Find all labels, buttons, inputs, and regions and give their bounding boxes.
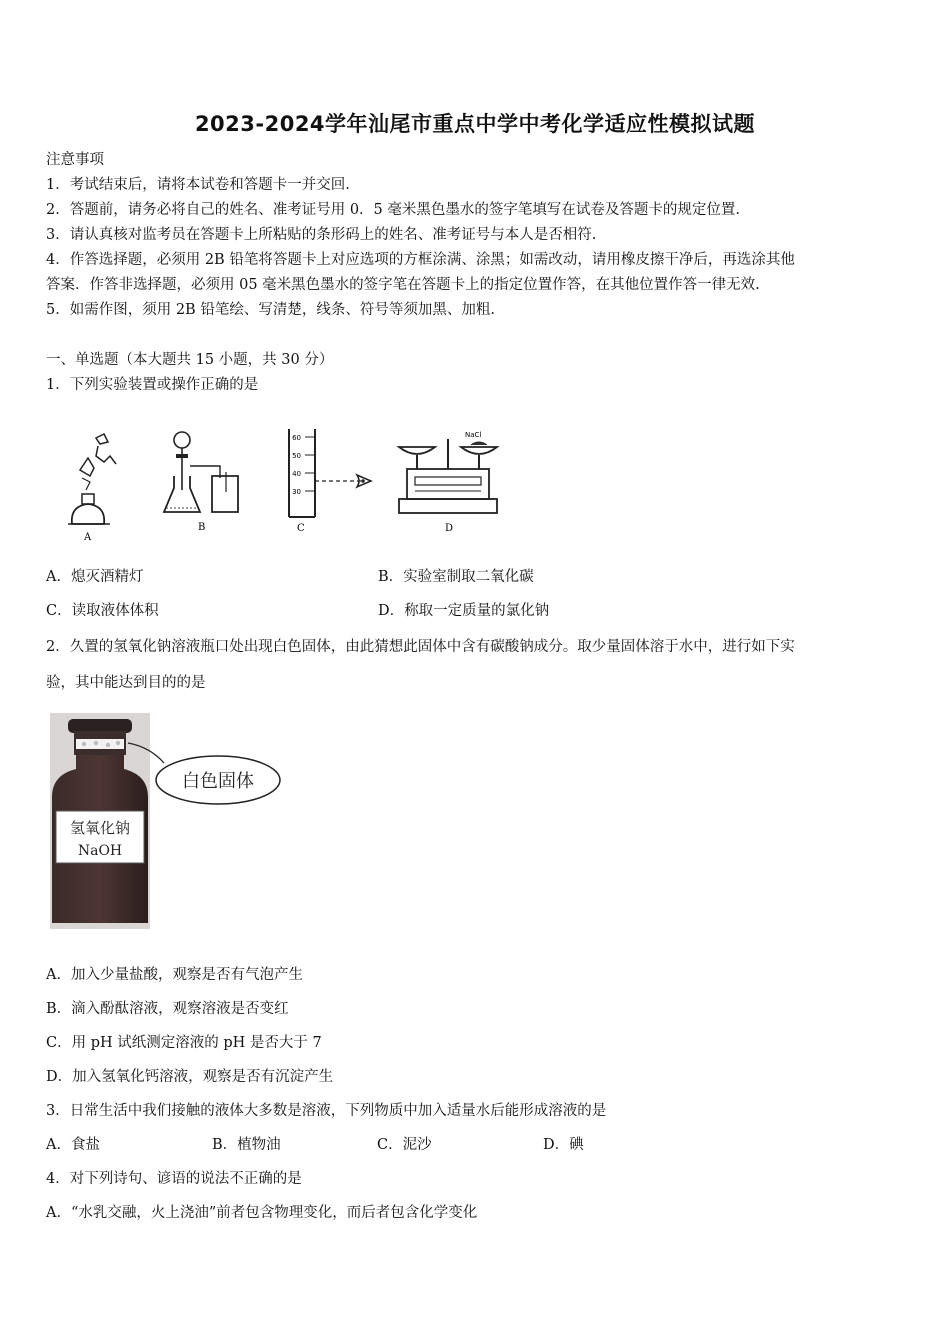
question-2-stem: 2．久置的氢氧化钠溶液瓶口处出现白色固体，由此猜想此固体中含有碳酸钠成分。取少量固体溶于水中，进行如下实 [46,639,795,655]
scale-tick: 60 [292,434,301,442]
figure-a-alcohol-lamp [60,428,120,543]
notice-item: 5．如需作图，须用 2B 铅笔绘、写清楚，线条、符号等须加黑、加粗. [46,302,495,318]
q2-option-a[interactable]: A．加入少量盐酸，观察是否有气泡产生 [46,967,303,983]
q4-option-a[interactable]: A．“水乳交融，火上浇油”前者包含物理变化，而后者包含化学变化 [46,1205,478,1221]
notice-heading: 注意事项 [46,152,104,168]
q2-option-b[interactable]: B．滴入酚酞溶液，观察溶液是否变红 [46,1001,289,1017]
q1-option-d[interactable]: D．称取一定质量的氯化钠 [378,603,550,619]
figure-label-b: B [198,522,206,533]
question-3-stem: 3．日常生活中我们接触的液体大多数是溶液，下列物质中加入适量水后能形成溶液的是 [46,1103,607,1119]
q3-option-a[interactable]: A．食盐 [46,1137,100,1153]
notice-item: 3．请认真核对监考员在答题卡上所粘贴的条形码上的姓名、准考证号与本人是否相符. [46,227,597,243]
callout-text: 白色固体 [182,771,254,792]
notice-item: 答案．作答非选择题，必须用 05 毫米黑色墨水的签字笔在答题卡上的指定位置作答，在其他位置作答一律无效. [46,277,760,293]
section-heading: 一、单选题（本大题共 15 小题，共 30 分） [46,352,334,368]
figure-d-balance [395,425,505,537]
nacl-label: NaCl [465,431,482,439]
q2-option-c[interactable]: C．用 pH 试纸测定溶液的 pH 是否大于 7 [46,1035,322,1051]
scale-tick: 50 [292,452,301,460]
figure-label-a: A [84,532,92,543]
figure-c-graduated-cylinder [275,425,385,535]
scale-tick: 40 [292,470,301,478]
q2-option-d[interactable]: D．加入氢氧化钙溶液，观察是否有沉淀产生 [46,1069,334,1085]
notice-item: 2．答题前，请务必将自己的姓名、准考证号用 0．5 毫米黑色墨水的签字笔填写在试卷及答题卡的规定位置. [46,202,740,218]
q1-option-b[interactable]: B．实验室制取二氧化碳 [378,569,534,585]
figure-b-gas-apparatus [160,428,250,538]
q1-option-c[interactable]: C．读取液体体积 [46,603,159,619]
figure-label-d: D [445,523,454,534]
question-1-stem: 1．下列实验装置或操作正确的是 [46,377,259,393]
q3-option-c[interactable]: C．泥沙 [377,1137,432,1153]
q1-option-a[interactable]: A．熄灭酒精灯 [46,569,144,585]
bottle-label-cn: 氢氧化钠 [69,819,131,837]
question-2-stem-cont: 验，其中能达到目的的是 [46,675,206,691]
q3-option-d[interactable]: D．碘 [543,1137,584,1153]
bottle-label-formula: NaOH [77,843,123,859]
notice-item: 1．考试结束后，请将本试卷和答题卡一并交回. [46,177,350,193]
q3-option-b[interactable]: B．植物油 [212,1137,281,1153]
scale-tick: 30 [292,488,301,496]
page-title: 2023-2024学年汕尾市重点中学中考化学适应性模拟试题 [194,112,756,136]
naoh-bottle-figure [50,713,290,931]
notice-item: 4．作答选择题，必须用 2B 铅笔将答题卡上对应选项的方框涂满、涂黑；如需改动，请用橡皮擦干净后，再选涂其他 [46,252,795,268]
figure-label-c: C [297,523,305,534]
question-4-stem: 4．对下列诗句、谚语的说法不正确的是 [46,1171,302,1187]
